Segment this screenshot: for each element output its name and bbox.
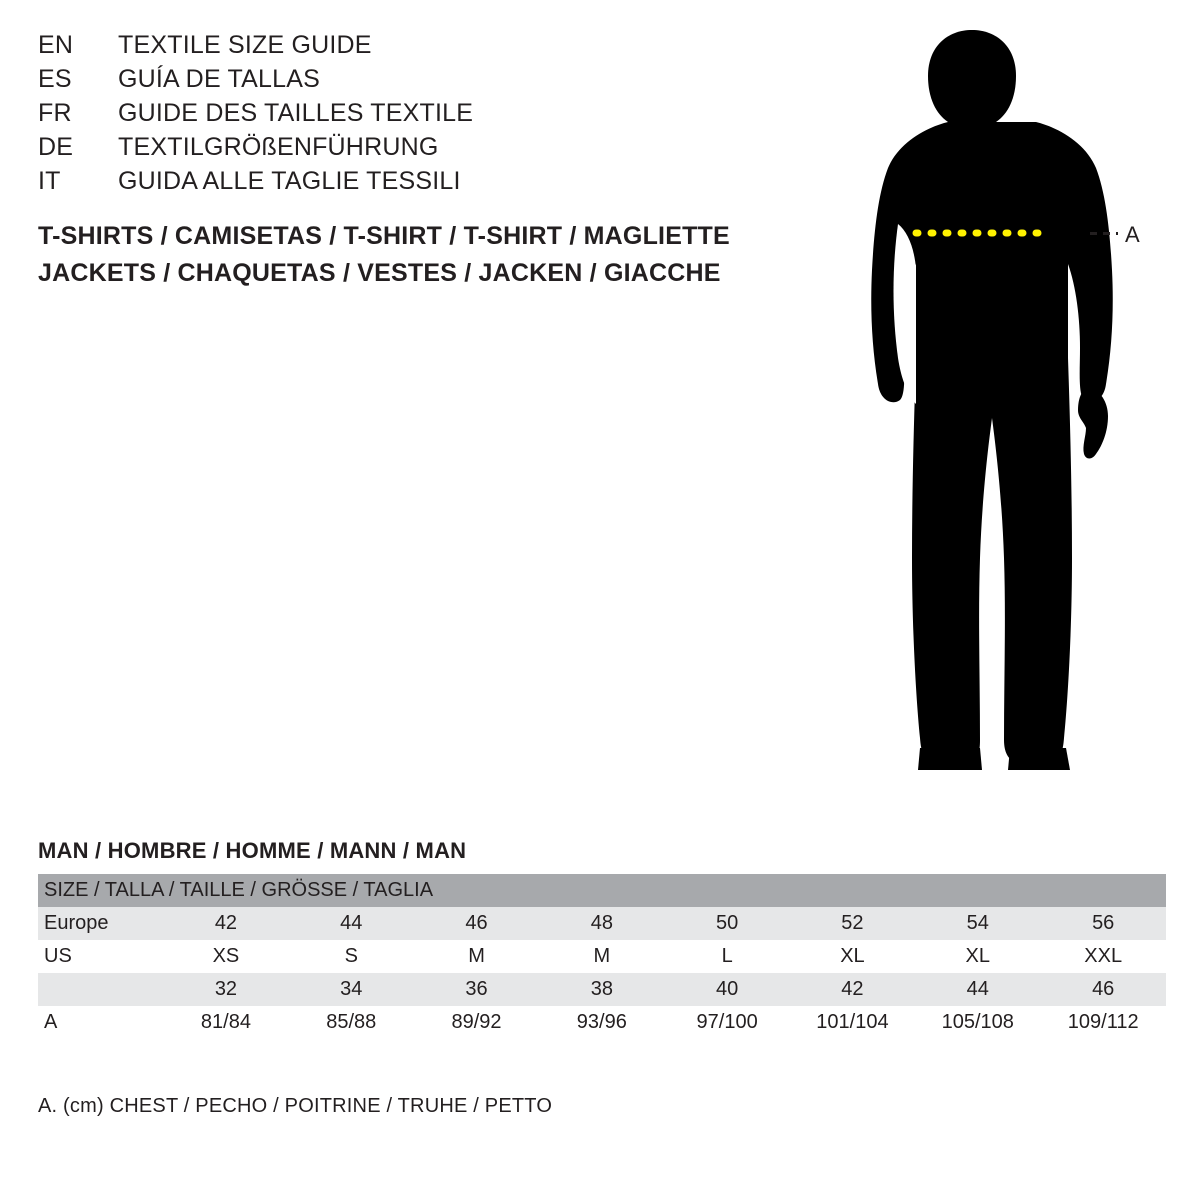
row-label: A [38,1006,163,1039]
table-header-label: SIZE / TALLA / TAILLE / GRÖSSE / TAGLIA [38,874,1166,907]
language-code: EN [38,31,74,59]
cell: XL [915,940,1040,973]
row-label: Europe [38,907,163,940]
category-tshirts: T-SHIRTS / CAMISETAS / T-SHIRT / T-SHIRT / MAGLIETTE [38,222,730,250]
cell: 85/88 [289,1006,414,1039]
cell: 101/104 [790,1006,915,1039]
cell: 54 [915,907,1040,940]
language-row [38,28,738,62]
row-label [38,973,163,1006]
cell: 97/100 [664,1006,789,1039]
cell: 52 [790,907,915,940]
cell: 44 [915,973,1040,1006]
language-title: GUIDA ALLE TAGLIE TESSILI [118,167,461,195]
cell: 38 [539,973,664,1006]
language-code: ES [38,65,72,93]
measure-label-a: A [1125,222,1140,247]
row-label: US [38,940,163,973]
category-jackets: JACKETS / CHAQUETAS / VESTES / JACKEN / GIACCHE [38,259,721,287]
language-row [38,62,738,96]
language-code: DE [38,133,74,161]
male-silhouette-figure [820,18,1180,788]
table-row [38,1006,1166,1039]
cell: 50 [664,907,789,940]
cell: 48 [539,907,664,940]
cell: 42 [790,973,915,1006]
size-table-section [38,838,1166,1039]
language-list [38,28,738,198]
language-title: GUÍA DE TALLAS [118,65,320,93]
table-row [38,973,1166,1006]
silhouette-icon [820,18,1180,788]
cell: XS [163,940,288,973]
garment-categories [38,218,798,292]
language-title: TEXTILGRÖßENFÜHRUNG [118,133,439,161]
table-header-row [38,874,1166,907]
cell: 46 [414,907,539,940]
cell: 89/92 [414,1006,539,1039]
table-row [38,907,1166,940]
cell: 109/112 [1040,1006,1166,1039]
size-table [38,874,1166,1039]
cell: M [414,940,539,973]
measure-leader-dashes [1090,232,1118,235]
cell: XL [790,940,915,973]
cell: M [539,940,664,973]
language-code: IT [38,167,61,195]
language-code: FR [38,99,72,127]
cell: 34 [289,973,414,1006]
cell: 93/96 [539,1006,664,1039]
cell: 56 [1040,907,1166,940]
cell: 42 [163,907,288,940]
language-row [38,96,738,130]
cell: 46 [1040,973,1166,1006]
cell: 44 [289,907,414,940]
cell: 105/108 [915,1006,1040,1039]
language-row [38,164,738,198]
cell: 36 [414,973,539,1006]
language-title: TEXTILE SIZE GUIDE [118,31,372,59]
cell: S [289,940,414,973]
table-row [38,940,1166,973]
language-row [38,130,738,164]
language-title: GUIDE DES TAILLES TEXTILE [118,99,474,127]
cell: 32 [163,973,288,1006]
cell: 40 [664,973,789,1006]
group-title-man: MAN / HOMBRE / HOMME / MANN / MAN [38,838,467,863]
cell: 81/84 [163,1006,288,1039]
footnote-chest: A. (cm) CHEST / PECHO / POITRINE / TRUHE / PETTO [38,1095,553,1117]
cell: XXL [1040,940,1166,973]
cell: L [664,940,789,973]
